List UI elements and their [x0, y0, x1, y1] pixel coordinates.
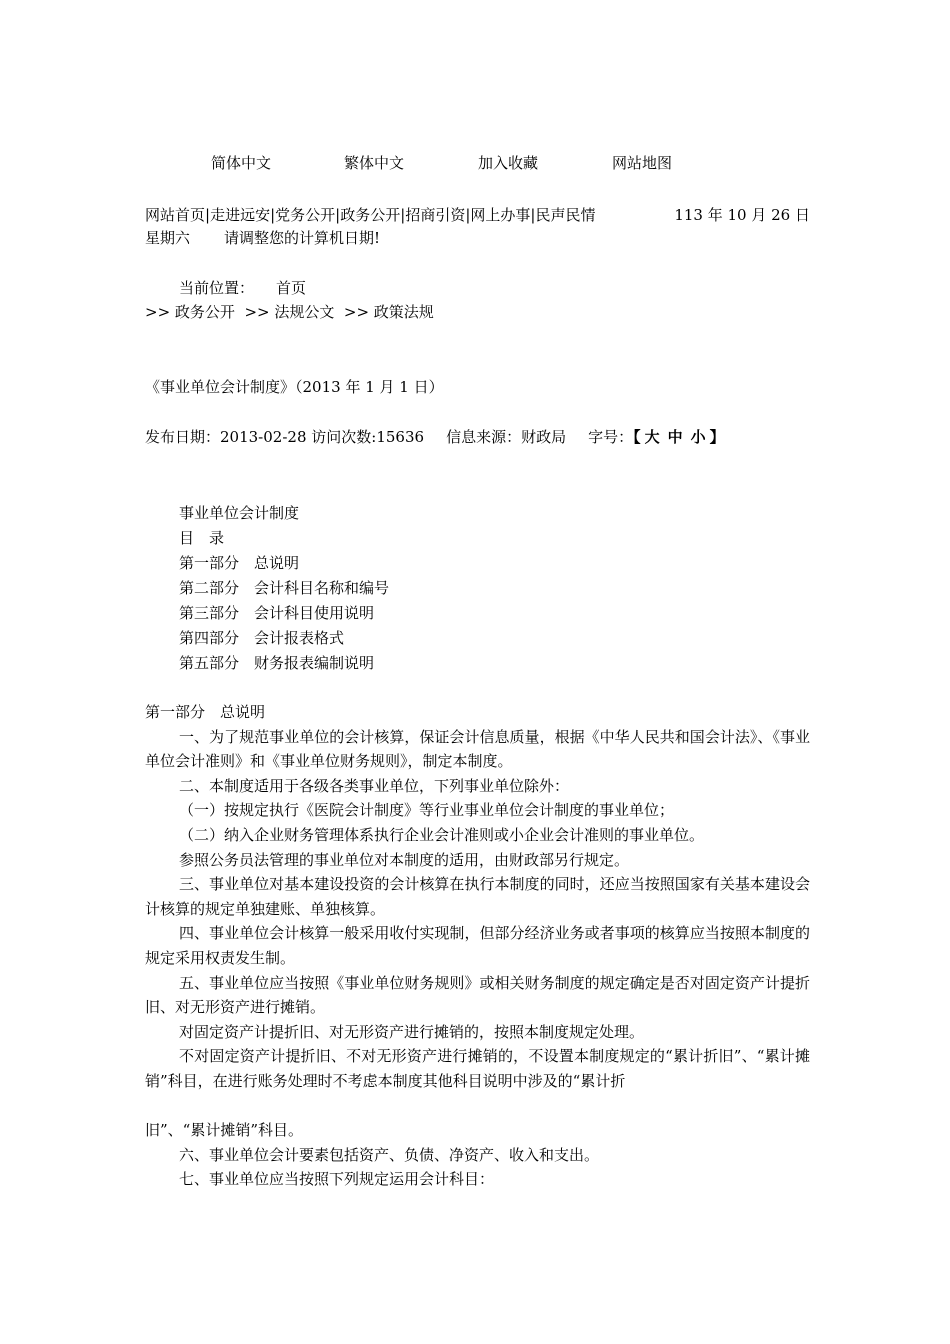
paragraph: 参照公务员法管理的事业单位对本制度的适用，由财政部另行规定。 — [179, 850, 630, 869]
toc-item: 第五部分 财务报表编制说明 — [179, 654, 375, 672]
paragraph: 三、事业单位对基本建设投资的会计核算在执行本制度的同时，还应当按照国家有关基本建设会计核算的规定单独建账、单独核算。 — [145, 875, 810, 918]
breadcrumb — [179, 277, 306, 298]
breadcrumb-government-affairs[interactable]: >> 政务公开 — [145, 303, 235, 321]
info-source: 信息来源：财政局 — [446, 428, 567, 446]
nav-separator: | — [530, 206, 536, 224]
paragraph: 一、为了规范事业单位的会计核算，保证会计信息质量，根据《中华人民共和国会计法》、《事业单位会计准则》和《事业单位财务规则》，制定本制度。 — [145, 727, 810, 771]
paragraph: （二）纳入企业财务管理体系执行企业会计准则或小企业会计准则的事业单位。 — [179, 825, 705, 844]
add-favorite-link[interactable]: 加入收藏 — [478, 154, 539, 172]
nav-item-investment[interactable]: 招商引资 — [405, 206, 466, 224]
publish-date: 发布日期：2013-02-28 — [145, 428, 307, 446]
section-title: 第一部分 总说明 — [145, 703, 266, 721]
nav-item-about-yuanan[interactable]: 走进远安 — [210, 206, 271, 224]
document-title: 《事业单位会计制度》（2013 年 1 月 1 日） — [145, 378, 444, 396]
nav-links — [145, 206, 595, 224]
paragraph: 五、事业单位应当按照《事业单位财务规则》或相关财务制度的规定确定是否对固定资产计提折旧、对无形资产进行摊销。 — [145, 973, 810, 1017]
breadcrumb-home-link[interactable]: 首页 — [276, 279, 307, 297]
nav-item-party-affairs[interactable]: 党务公开 — [275, 206, 336, 224]
table-of-contents — [179, 501, 389, 676]
paragraph: 二、本制度适用于各级各类事业单位，下列事业单位除外： — [179, 776, 570, 795]
breadcrumb-policies[interactable]: >> 政策法规 — [343, 303, 434, 321]
current-date: 113 年 10 月 26 日 — [674, 206, 810, 224]
main-nav — [145, 203, 810, 227]
breadcrumb-regulations[interactable]: >> 法规公文 — [244, 303, 335, 321]
nav-item-public-voice[interactable]: 民声民情 — [535, 206, 596, 224]
toc-item: 第三部分 会计科目使用说明 — [179, 604, 375, 622]
weekday: 星期六 — [145, 229, 191, 247]
nav-item-home[interactable]: 网站首页 — [145, 206, 206, 224]
nav-item-online-services[interactable]: 网上办事 — [470, 206, 531, 224]
nav-separator: | — [400, 206, 406, 224]
traditional-chinese-link[interactable]: 繁体中文 — [344, 154, 405, 172]
nav-separator: | — [335, 206, 341, 224]
paragraph-continuation: 旧”、“累计摊销”科目。 — [145, 1121, 304, 1140]
paragraph: 六、事业单位会计要素包括资产、负债、净资产、收入和支出。 — [179, 1145, 600, 1164]
bracket-open: 【 — [633, 428, 641, 446]
toc-heading: 事业单位会计制度 — [179, 504, 300, 522]
breadcrumb-label: 当前位置： — [179, 279, 255, 297]
font-size-small[interactable]: 小 — [690, 428, 706, 446]
paragraph: 不对固定资产计提折旧、不对无形资产进行摊销的，不设置本制度规定的“累计折旧”、“累计摊销”科目，在进行账务处理时不考虑本制度其他科目说明中涉及的“累计折 — [145, 1047, 810, 1090]
nav-item-government-affairs[interactable]: 政务公开 — [340, 206, 401, 224]
date-warning: 请调整您的计算机日期! — [224, 229, 381, 247]
visit-count: 访问次数:15636 — [311, 428, 425, 446]
nav-separator: | — [205, 206, 211, 224]
font-size-label: 字号： — [588, 428, 634, 446]
toc-item: 第一部分 总说明 — [179, 554, 300, 572]
nav-separator: | — [270, 206, 276, 224]
date-line — [145, 227, 380, 248]
site-map-link[interactable]: 网站地图 — [612, 154, 673, 172]
toc-item: 第二部分 会计科目名称和编号 — [179, 579, 390, 597]
simplified-chinese-link[interactable]: 简体中文 — [211, 154, 272, 172]
breadcrumb-trail — [145, 301, 434, 322]
paragraph: 对固定资产计提折旧、对无形资产进行摊销的，按照本制度规定处理。 — [179, 1022, 645, 1041]
font-size-large[interactable]: 大 — [644, 428, 660, 446]
article-meta — [145, 426, 725, 447]
paragraph: （一）按规定执行《医院会计制度》等行业事业单位会计制度的事业单位； — [179, 801, 675, 820]
article-body — [145, 700, 810, 1192]
nav-separator: | — [465, 206, 471, 224]
paragraph: 四、事业单位会计核算一般采用收付实现制，但部分经济业务或者事项的核算应当按照本制度的规定采用权责发生制。 — [145, 924, 810, 967]
font-size-medium[interactable]: 中 — [667, 428, 683, 446]
toc-item: 第四部分 会计报表格式 — [179, 629, 345, 647]
toc-label: 目 录 — [179, 529, 225, 547]
paragraph: 七、事业单位应当按照下列规定运用会计科目： — [179, 1170, 495, 1189]
font-size-selector — [633, 428, 725, 446]
bracket-close: 】 — [709, 428, 725, 446]
